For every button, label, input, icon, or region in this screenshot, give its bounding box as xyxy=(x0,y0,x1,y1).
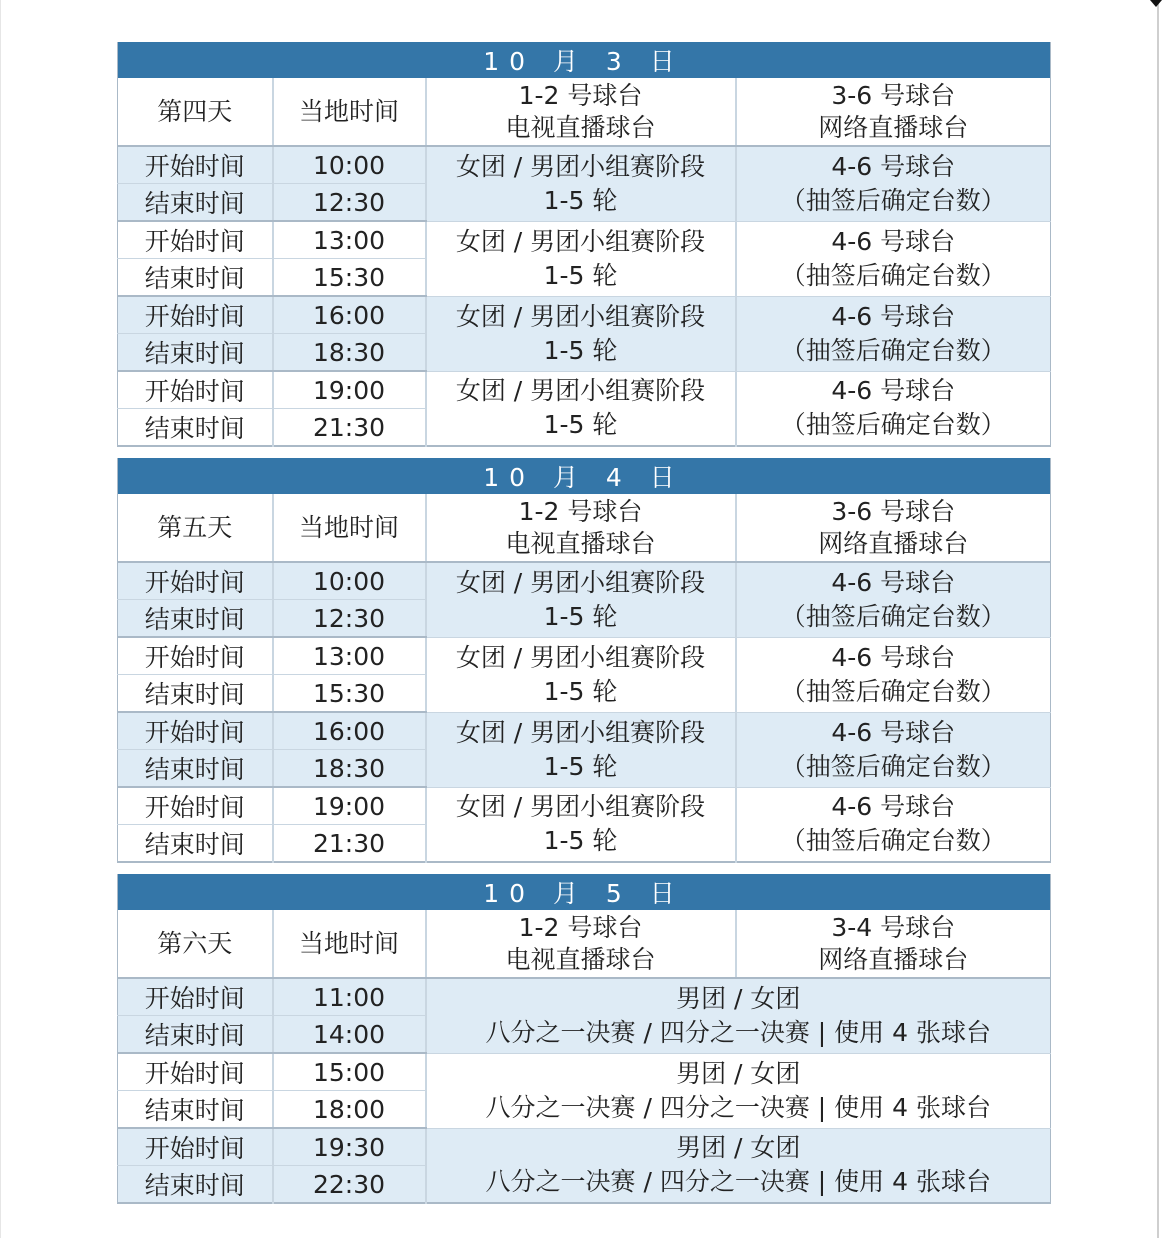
scroll-up-arrow-icon[interactable] xyxy=(1147,0,1167,12)
end-label: 结束时间 xyxy=(118,750,273,788)
tv-tables-header: 1-2 号球台 电视直播球台 xyxy=(426,494,736,562)
day-label: 第四天 xyxy=(118,78,273,146)
local-time-header: 当地时间 xyxy=(273,494,426,562)
tv-tables-header: 1-2 号球台 电视直播球台 xyxy=(426,78,736,146)
start-time: 16:00 xyxy=(273,296,426,334)
end-label: 结束时间 xyxy=(118,675,273,713)
session-start-row xyxy=(118,221,1051,259)
end-time: 12:30 xyxy=(273,184,426,222)
end-label: 结束时间 xyxy=(118,259,273,297)
event-cell: 男团 / 女团 八分之一决赛 / 四分之一决赛 | 使用 4 张球台 xyxy=(426,1053,1051,1128)
day-label: 第五天 xyxy=(118,494,273,562)
web-tables-header: 3-4 号球台 网络直播球台 xyxy=(736,910,1051,978)
tables-cell: 4-6 号球台 （抽签后确定台数） xyxy=(736,637,1051,712)
tv-tables-header: 1-2 号球台 电视直播球台 xyxy=(426,910,736,978)
day-label: 第六天 xyxy=(118,910,273,978)
end-label: 结束时间 xyxy=(118,184,273,222)
tables-cell: 4-6 号球台 （抽签后确定台数） xyxy=(736,712,1051,787)
start-label: 开始时间 xyxy=(118,1053,273,1091)
start-time: 10:00 xyxy=(273,562,426,600)
event-cell: 女团 / 男团小组赛阶段 1-5 轮 xyxy=(426,562,736,637)
page-left-edge xyxy=(0,0,1,1238)
end-label: 结束时间 xyxy=(118,825,273,863)
start-time: 11:00 xyxy=(273,978,426,1016)
session-start-row xyxy=(118,712,1051,750)
start-label: 开始时间 xyxy=(118,371,273,409)
event-cell: 女团 / 男团小组赛阶段 1-5 轮 xyxy=(426,146,736,221)
start-label: 开始时间 xyxy=(118,562,273,600)
session-start-row xyxy=(118,1053,1051,1091)
date-header: 10 月 5 日 xyxy=(118,874,1051,910)
end-label: 结束时间 xyxy=(118,1016,273,1054)
end-time: 14:00 xyxy=(273,1016,426,1054)
event-cell: 女团 / 男团小组赛阶段 1-5 轮 xyxy=(426,221,736,296)
end-label: 结束时间 xyxy=(118,334,273,372)
start-label: 开始时间 xyxy=(118,296,273,334)
tables-cell: 4-6 号球台 （抽签后确定台数） xyxy=(736,296,1051,371)
tables-cell: 4-6 号球台 （抽签后确定台数） xyxy=(736,146,1051,221)
end-time: 18:30 xyxy=(273,334,426,372)
tables-cell: 4-6 号球台 （抽签后确定台数） xyxy=(736,221,1051,296)
start-label: 开始时间 xyxy=(118,712,273,750)
session-start-row xyxy=(118,978,1051,1016)
tables-cell: 4-6 号球台 （抽签后确定台数） xyxy=(736,562,1051,637)
session-start-row xyxy=(118,371,1051,409)
end-time: 21:30 xyxy=(273,825,426,863)
end-time: 18:30 xyxy=(273,750,426,788)
end-time: 21:30 xyxy=(273,409,426,447)
start-time: 13:00 xyxy=(273,637,426,675)
start-time: 19:30 xyxy=(273,1128,426,1166)
event-cell: 女团 / 男团小组赛阶段 1-5 轮 xyxy=(426,371,736,446)
event-cell: 女团 / 男团小组赛阶段 1-5 轮 xyxy=(426,712,736,787)
start-label: 开始时间 xyxy=(118,637,273,675)
event-cell: 女团 / 男团小组赛阶段 1-5 轮 xyxy=(426,787,736,862)
event-cell: 女团 / 男团小组赛阶段 1-5 轮 xyxy=(426,637,736,712)
end-label: 结束时间 xyxy=(118,1091,273,1129)
start-time: 16:00 xyxy=(273,712,426,750)
end-time: 15:30 xyxy=(273,675,426,713)
session-start-row xyxy=(118,296,1051,334)
schedule-table-oct-4 xyxy=(117,458,1051,863)
start-time: 19:00 xyxy=(273,787,426,825)
start-time: 10:00 xyxy=(273,146,426,184)
schedule-table-oct-5 xyxy=(117,874,1051,1204)
end-time: 15:30 xyxy=(273,259,426,297)
start-time: 13:00 xyxy=(273,221,426,259)
start-label: 开始时间 xyxy=(118,221,273,259)
session-start-row xyxy=(118,562,1051,600)
end-label: 结束时间 xyxy=(118,600,273,638)
end-time: 22:30 xyxy=(273,1166,426,1204)
end-time: 18:00 xyxy=(273,1091,426,1129)
start-label: 开始时间 xyxy=(118,787,273,825)
start-label: 开始时间 xyxy=(118,978,273,1016)
end-time: 12:30 xyxy=(273,600,426,638)
date-header: 10 月 3 日 xyxy=(118,42,1051,78)
local-time-header: 当地时间 xyxy=(273,78,426,146)
end-label: 结束时间 xyxy=(118,1166,273,1204)
start-time: 19:00 xyxy=(273,371,426,409)
session-start-row xyxy=(118,146,1051,184)
event-cell: 女团 / 男团小组赛阶段 1-5 轮 xyxy=(426,296,736,371)
session-start-row xyxy=(118,787,1051,825)
start-label: 开始时间 xyxy=(118,1128,273,1166)
start-time: 15:00 xyxy=(273,1053,426,1091)
tables-cell: 4-6 号球台 （抽签后确定台数） xyxy=(736,371,1051,446)
session-start-row xyxy=(118,1128,1051,1166)
end-label: 结束时间 xyxy=(118,409,273,447)
event-cell: 男团 / 女团 八分之一决赛 / 四分之一决赛 | 使用 4 张球台 xyxy=(426,1128,1051,1203)
date-header: 10 月 4 日 xyxy=(118,458,1051,494)
event-cell: 男团 / 女团 八分之一决赛 / 四分之一决赛 | 使用 4 张球台 xyxy=(426,978,1051,1053)
page-right-edge xyxy=(1157,0,1159,1238)
tables-cell: 4-6 号球台 （抽签后确定台数） xyxy=(736,787,1051,862)
web-tables-header: 3-6 号球台 网络直播球台 xyxy=(736,494,1051,562)
schedule-table-oct-3 xyxy=(117,42,1051,447)
local-time-header: 当地时间 xyxy=(273,910,426,978)
start-label: 开始时间 xyxy=(118,146,273,184)
session-start-row xyxy=(118,637,1051,675)
web-tables-header: 3-6 号球台 网络直播球台 xyxy=(736,78,1051,146)
